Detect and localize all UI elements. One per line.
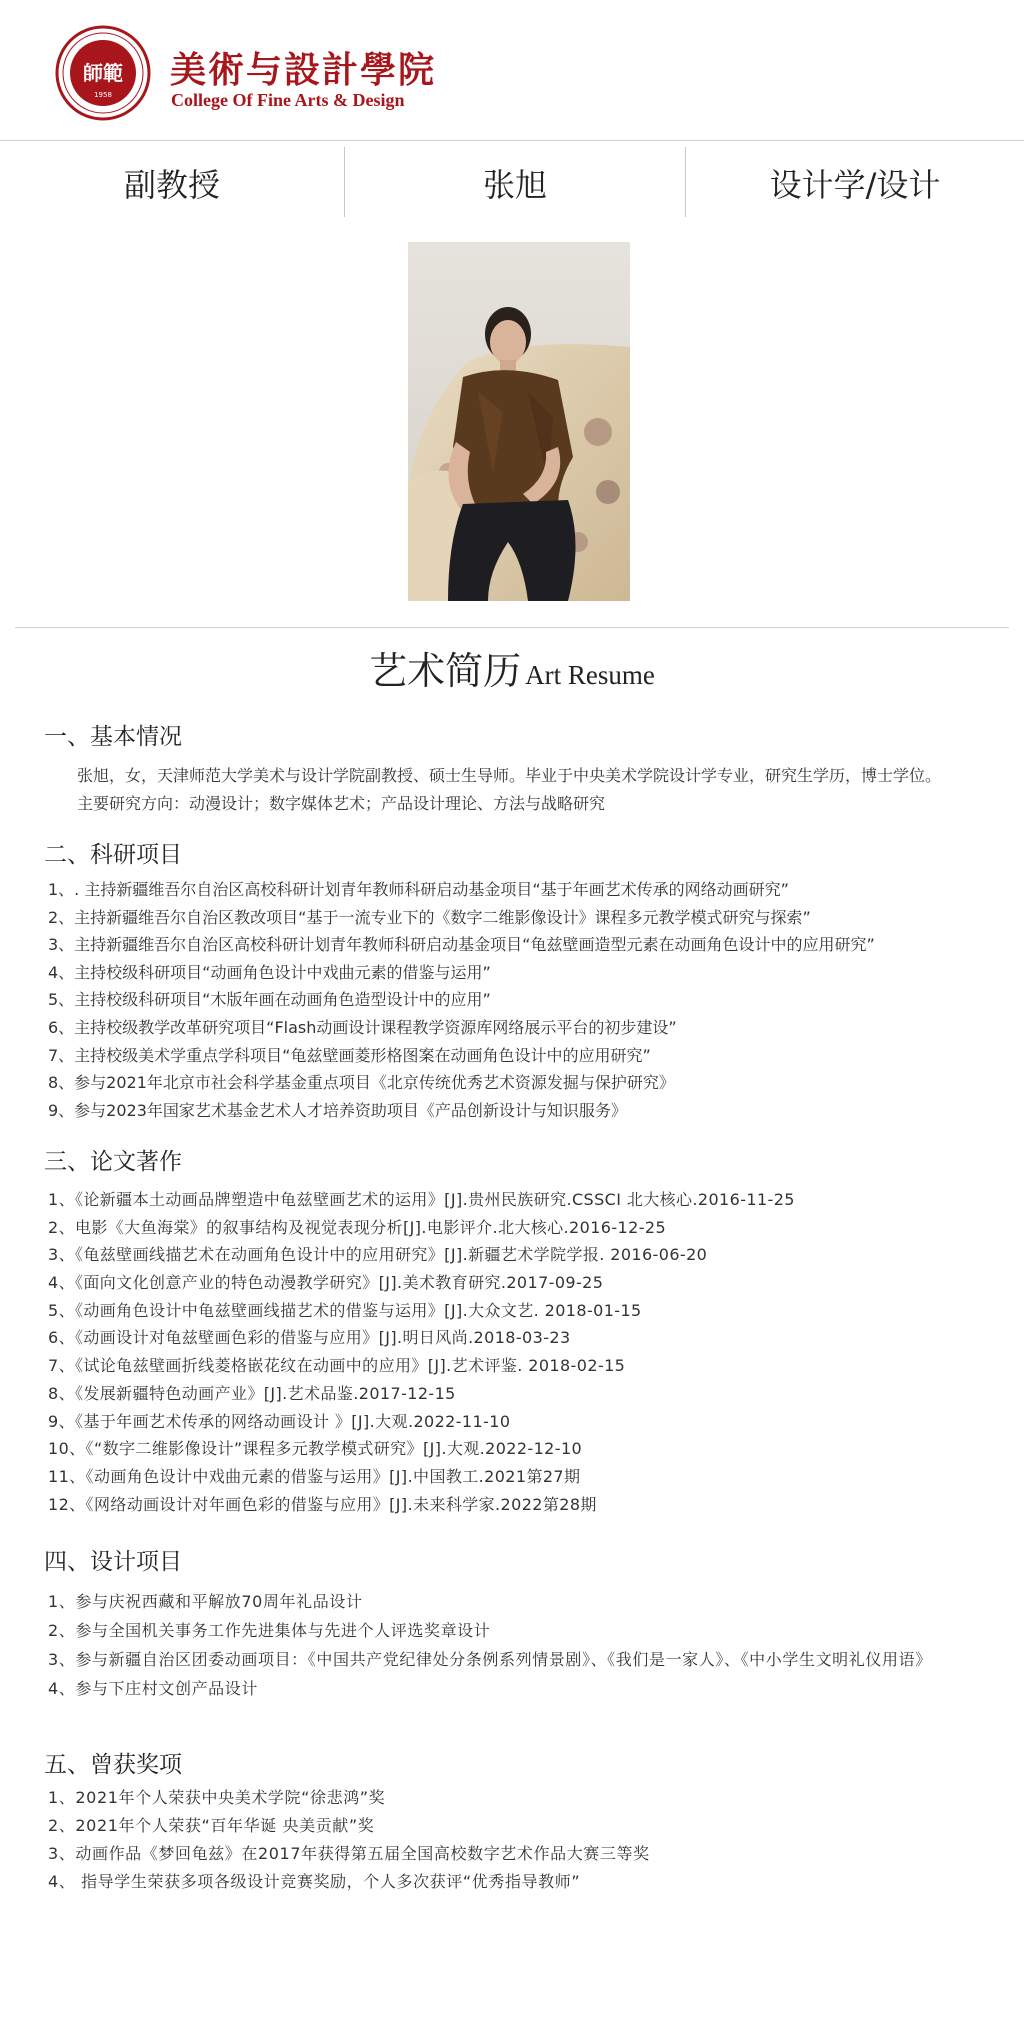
section-divider: [15, 627, 1009, 628]
list-item: 4、 指导学生荣获多项各级设计竞赛奖励，个人多次获评“优秀指导教师”: [48, 1872, 581, 1891]
list-item: 10、《“数字二维影像设计”课程多元教学模式研究》[J].大观.2022-12-10: [48, 1439, 583, 1459]
list-item: 7、主持校级美术学重点学科项目“龟兹壁画菱形格图案在动画角色设计中的应用研究”: [48, 1045, 651, 1065]
list-item: 1、《论新疆本土动画品牌塑造中龟兹壁画艺术的运用》[J].贵州民族研究.CSSCI 北大核心.2016-11-25: [48, 1190, 795, 1209]
list-item: 5、《动画角色设计中龟兹壁画线描艺术的借鉴与运用》[J].大众文艺. 2018-01-15: [48, 1300, 642, 1320]
basic-info-paragraph: [77, 762, 1007, 818]
basic-info-line: 主要研究方向：动漫设计；数字媒体艺术；产品设计理论、方法与战略研究: [77, 794, 606, 813]
section-title-basic: 一、基本情况: [44, 724, 182, 750]
site-header: [0, 0, 1024, 141]
list-item: 4、《面向文化创意产业的特色动漫教学研究》[J].美术教育研究.2017-09-25: [48, 1273, 604, 1293]
portrait-photo: [408, 242, 630, 601]
basic-info-line: 张旭，女，天津师范大学美术与设计学院副教授、硕士生导师。毕业于中央美术学院设计学专业，研究生学历，博士学位。: [77, 766, 942, 785]
college-name-cn: 美術与設計學院: [170, 49, 437, 91]
list-item: 12、《网络动画设计对年画色彩的借鉴与应用》[J].未来科学家.2022第28期: [48, 1494, 597, 1514]
list-item: 3、《龟兹壁画线描艺术在动画角色设计中的应用研究》[J].新疆艺术学院学报. 2016-06-20: [48, 1245, 708, 1265]
list-item: 8、《发展新疆特色动画产业》[J].艺术品鉴.2017-12-15: [48, 1383, 456, 1403]
list-item: 8、参与2021年北京市社会科学基金重点项目《北京传统优秀艺术资源发掘与保护研究》: [48, 1073, 675, 1093]
list-item: 7、《试论龟兹壁画折线菱格嵌花纹在动画中的应用》[J].艺术评鉴. 2018-02-15: [48, 1356, 626, 1376]
academic-title: 副教授: [123, 165, 220, 204]
list-item: 9、参与2023年国家艺术基金艺术人才培养资助项目《产品创新设计与知识服务》: [48, 1100, 627, 1120]
resume-title-cn: 艺术简历: [369, 649, 522, 693]
list-item: 2、主持新疆维吾尔自治区教改项目“基于一流专业下的《数字二维影像设计》课程多元教学模式研究与探索”: [48, 907, 811, 927]
list-item: 5、主持校级科研项目“木版年画在动画角色造型设计中的应用”: [48, 990, 491, 1010]
college-name-en: College Of Fine Arts & Design: [171, 90, 405, 110]
list-item: 2、参与全国机关事务工作先进集体与先进个人评选奖章设计: [48, 1621, 491, 1640]
list-item: 6、主持校级教学改革研究项目“Flash动画设计课程教学资源库网络展示平台的初步建设”: [48, 1017, 677, 1037]
list-item: 3、参与新疆自治区团委动画项目：《中国共产党纪律处分条例系列情景剧》、《我们是一家人》、《中小学生文明礼仪用语》: [48, 1650, 932, 1669]
list-item: 2、电影《大鱼海棠》的叙事结构及视觉表现分析[J].电影评介.北大核心.2016-12-25: [48, 1217, 667, 1237]
list-item: 1、2021年个人荣获中央美术学院“徐悲鸿”奖: [48, 1788, 386, 1807]
section-title-awards: 五、曾获奖项: [44, 1752, 182, 1778]
research-project-list: [48, 876, 978, 1124]
list-item: 1、参与庆祝西藏和平解放70周年礼品设计: [48, 1592, 363, 1611]
svg-text:1958: 1958: [94, 91, 112, 99]
section-title-publications: 三、论文著作: [44, 1149, 182, 1175]
section-title-design: 四、设计项目: [44, 1549, 182, 1575]
list-item: 4、主持校级科研项目“动画角色设计中戏曲元素的借鉴与运用”: [48, 962, 491, 982]
resume-title: [0, 640, 1024, 695]
list-item: 11、《动画角色设计中戏曲元素的借鉴与运用》[J].中国教工.2021第27期: [48, 1466, 581, 1486]
list-item: 1、. 主持新疆维吾尔自治区高校科研计划青年教师科研启动基金项目“基于年画艺术传承的网络动画研究”: [48, 880, 789, 899]
list-item: 3、主持新疆维吾尔自治区高校科研计划青年教师科研启动基金项目“龟兹壁画造型元素在动画角色设计中的应用研究”: [48, 935, 875, 955]
list-item: 3、动画作品《梦回龟兹》在2017年获得第五届全国高校数字艺术作品大赛三等奖: [48, 1844, 650, 1863]
list-item: 4、参与下庄村文创产品设计: [48, 1679, 258, 1698]
svg-text:師範: 師範: [83, 61, 123, 85]
design-project-list: [48, 1587, 978, 1703]
section-title-research: 二、科研项目: [44, 842, 182, 868]
list-item: 2、2021年个人荣获“百年华诞 央美贡献”奖: [48, 1816, 375, 1835]
publication-list: [48, 1186, 978, 1518]
list-item: 6、《动画设计对龟兹壁画色彩的借鉴与应用》[J].明日风尚.2018-03-23: [48, 1328, 571, 1348]
university-seal-logo: [55, 25, 151, 121]
profile-info-bar: [0, 145, 1024, 220]
award-list: [48, 1784, 978, 1896]
list-item: 9、《基于年画艺术传承的网络动画设计 》[J].大观.2022-11-10: [48, 1411, 511, 1431]
resume-title-en: Art Resume: [525, 660, 655, 690]
person-name: 张旭: [482, 165, 547, 204]
discipline: 设计学/设计: [769, 165, 941, 204]
